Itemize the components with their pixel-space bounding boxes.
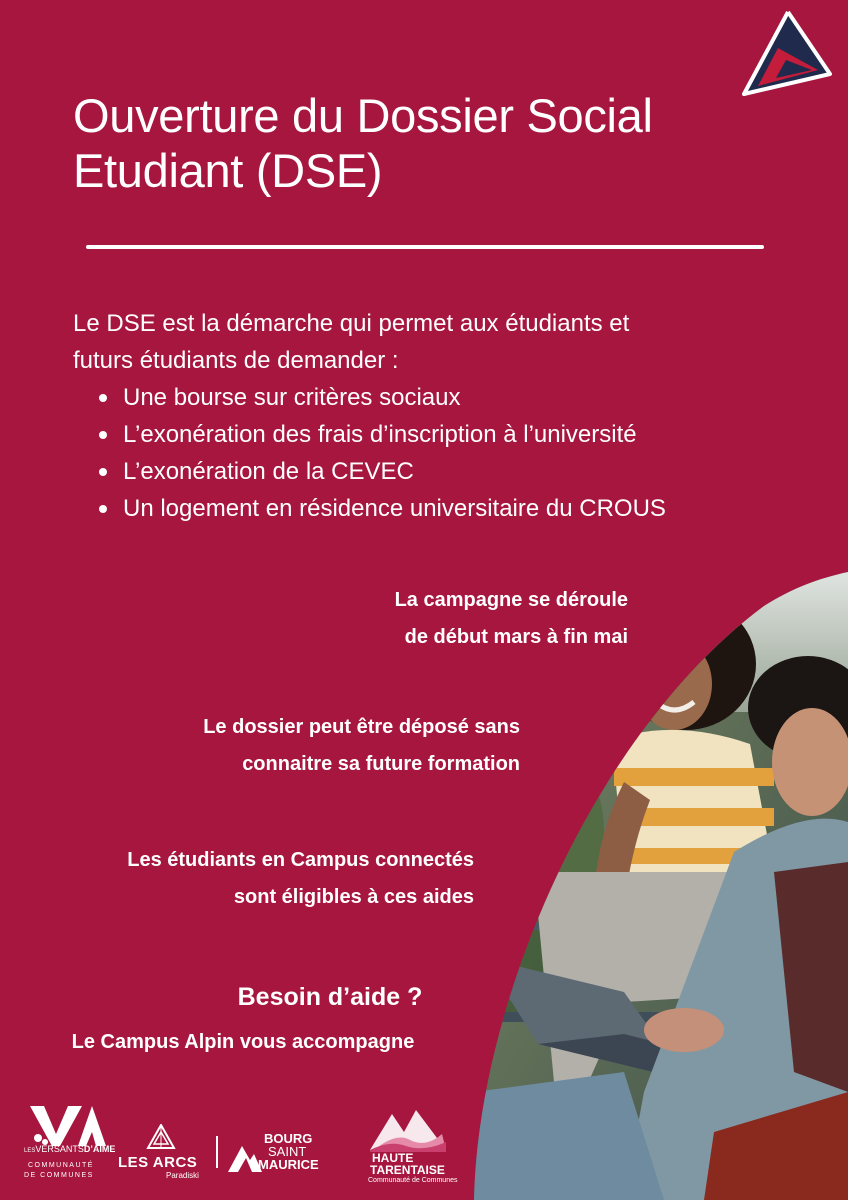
logo-text: TARENTAISE [370,1163,445,1177]
file-deposit-text [203,709,520,783]
page-title [73,88,773,198]
fact-line: de début mars à fin mai [404,626,628,648]
logo-text: HAUTE [372,1151,414,1165]
title-line-1: Ouverture du Dossier Social [73,89,653,142]
benefits-list [73,379,773,527]
intro-line-2: futurs étudiants de demander : [73,347,399,374]
help-heading: Besoin d’aide ? [237,983,423,1011]
fact-line: La campagne se déroule [394,589,628,611]
logo-text: VERSANTS [35,1144,84,1154]
fact-line: Les étudiants en Campus connectés [127,849,474,871]
logo-text: LES [24,1148,36,1154]
intro-section [73,305,773,527]
title-line-2: Etudiant (DSE) [73,144,383,197]
versants-daime-logo [22,1104,114,1184]
list-item: Un logement en résidence universitaire du CROUS [99,490,773,527]
campaign-dates-text [395,582,628,656]
fact-line: sont éligibles à ces aides [233,886,474,908]
peaks-icon [370,1106,446,1152]
fact-line: Le dossier peut être déposé sans [203,716,520,738]
triangle-arrow-logo-icon [738,8,838,100]
list-item: L’exonération de la CEVEC [99,453,773,490]
haute-tarentaise-logo [360,1106,456,1190]
logo-text: MAURICE [258,1157,319,1172]
va-mark-icon [30,1104,106,1148]
list-item: L’exonération des frais d’inscription à l’université [99,416,773,453]
les-arcs-mark-icon [146,1124,176,1150]
intro-line-1: Le DSE est la démarche qui permet aux étudiants et [73,310,630,337]
fact-line: connaitre sa future formation [242,753,520,775]
logo-text: LES ARCS [118,1154,198,1171]
logo-text: DE COMMUNES [24,1172,94,1179]
students-with-laptop-photo-icon [474,572,848,1200]
list-item: Une bourse sur critères sociaux [99,379,773,416]
logo-text: COMMUNAUTÉ [28,1162,94,1169]
mountain-icon [228,1140,262,1172]
logo-text: Communauté de Communes [368,1177,458,1184]
logo-divider [216,1136,218,1168]
logo-text: BOURG [264,1131,313,1146]
logo-text: D’AIME [83,1144,116,1154]
logo-text: SAINT [268,1144,307,1159]
eligibility-text [127,842,474,916]
title-divider [86,245,764,249]
les-arcs-logo [114,1124,210,1180]
logo-text: Paradiski [166,1171,199,1180]
help-text: Le Campus Alpin vous accompagne [71,1031,415,1053]
bourg-saint-maurice-logo [228,1130,338,1178]
